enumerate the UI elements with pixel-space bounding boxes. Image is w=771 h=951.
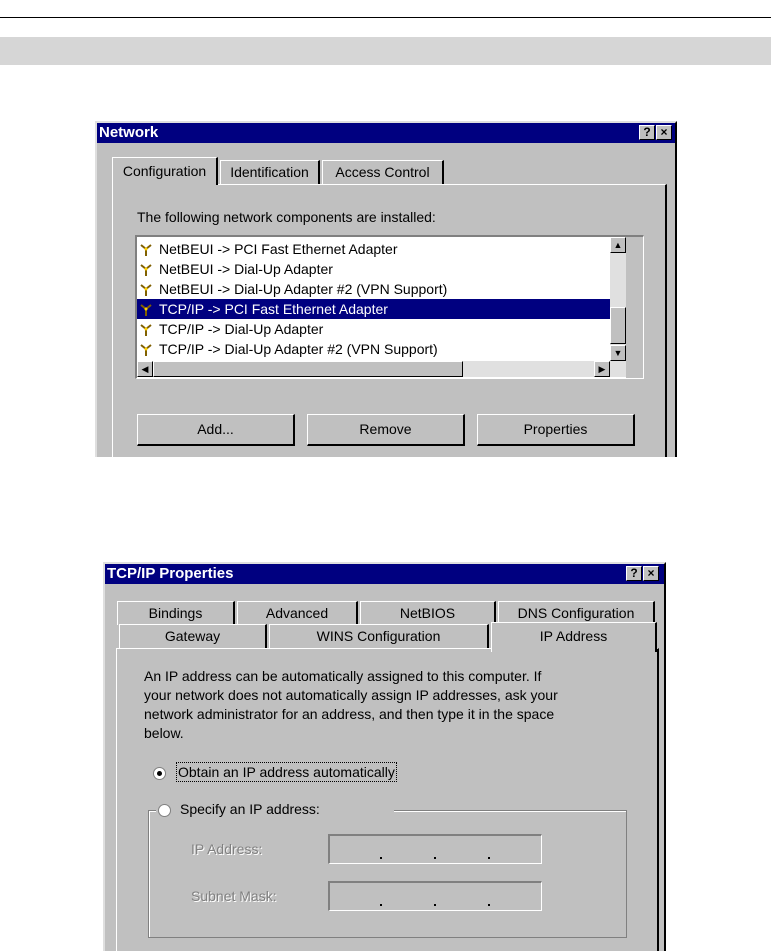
list-item[interactable]: NetBEUI -> Dial-Up Adapter	[137, 259, 610, 279]
tab-bindings[interactable]: Bindings	[117, 601, 235, 625]
page-top-rule	[0, 17, 771, 18]
properties-button[interactable]: Properties	[477, 414, 635, 446]
description-line: An IP address can be automatically assigned to this computer. If	[144, 668, 542, 684]
list-item[interactable]: TCP/IP -> Dial-Up Adapter	[137, 319, 610, 339]
obtain-auto-radio[interactable]	[153, 767, 166, 780]
ip-octet-separator	[380, 904, 382, 906]
subnet-mask-field[interactable]	[328, 881, 542, 911]
close-button[interactable]: ×	[656, 125, 672, 140]
scroll-down-button[interactable]: ▼	[610, 345, 626, 361]
radio-selected-dot	[157, 771, 162, 776]
ip-octet-separator	[434, 904, 436, 906]
subnet-mask-label: Subnet Mask:	[191, 888, 277, 904]
remove-button[interactable]: Remove	[307, 414, 465, 446]
tab-access-control[interactable]: Access Control	[322, 160, 444, 184]
page-header-band	[0, 37, 771, 65]
ip-octet-separator	[488, 904, 490, 906]
specify-ip-legend	[156, 800, 394, 820]
tab-ip-address[interactable]: IP Address	[491, 622, 657, 652]
network-dialog	[95, 121, 677, 457]
tab-dns-configuration[interactable]: DNS Configuration	[498, 601, 655, 625]
network-protocol-icon	[139, 242, 153, 256]
network-titlebar	[97, 123, 675, 143]
list-item[interactable]: TCP/IP -> Dial-Up Adapter #2 (VPN Support)	[137, 339, 610, 359]
description-line: network administrator for an address, and then type it in the space	[144, 706, 555, 722]
tab-configuration[interactable]: Configuration	[112, 157, 218, 185]
specify-ip-groupbox	[148, 810, 627, 938]
help-button[interactable]: ?	[626, 566, 642, 581]
list-item[interactable]: NetBEUI -> Dial-Up Adapter #2 (VPN Support)	[137, 279, 610, 299]
components-list[interactable]	[135, 235, 644, 379]
network-title: Network	[99, 124, 159, 141]
scroll-thumb[interactable]	[610, 307, 626, 344]
network-protocol-icon	[139, 302, 153, 316]
ip-address-field[interactable]	[328, 834, 542, 864]
tcpip-properties-dialog	[103, 562, 666, 951]
add-button[interactable]: Add...	[137, 414, 295, 446]
description-line: below.	[144, 725, 184, 741]
hscroll-thumb[interactable]	[153, 361, 463, 377]
scroll-corner	[626, 237, 644, 379]
ip-address-label: IP Address:	[191, 841, 263, 857]
scroll-left-button[interactable]: ◀	[137, 361, 153, 377]
description-line: your network does not automatically assign IP addresses, ask your	[144, 687, 558, 703]
specify-ip-label[interactable]: Specify an IP address:	[180, 801, 320, 817]
help-button[interactable]: ?	[639, 125, 655, 140]
tab-netbios[interactable]: NetBIOS	[360, 601, 496, 625]
tab-identification[interactable]: Identification	[220, 160, 320, 184]
close-button[interactable]: ×	[643, 566, 659, 581]
tab-wins-configuration[interactable]: WINS Configuration	[269, 624, 489, 648]
ip-description	[144, 667, 558, 743]
ip-octet-separator	[488, 857, 490, 859]
tab-advanced[interactable]: Advanced	[237, 601, 358, 625]
tcpip-title: TCP/IP Properties	[107, 565, 234, 582]
list-item[interactable]: TCP/IP -> PCI Fast Ethernet Adapter	[137, 299, 610, 319]
specify-ip-radio[interactable]	[158, 804, 171, 817]
tcpip-titlebar	[105, 564, 664, 584]
network-protocol-icon	[139, 282, 153, 296]
tab-gateway[interactable]: Gateway	[119, 624, 267, 648]
list-item[interactable]: NetBEUI -> PCI Fast Ethernet Adapter	[137, 239, 610, 259]
network-protocol-icon	[139, 342, 153, 356]
network-protocol-icon	[139, 322, 153, 336]
components-label: The following network components are installed:	[137, 209, 436, 225]
obtain-auto-label[interactable]: Obtain an IP address automatically	[178, 764, 395, 780]
scroll-right-button[interactable]: ▶	[594, 361, 610, 377]
network-protocol-icon	[139, 262, 153, 276]
ip-octet-separator	[434, 857, 436, 859]
scroll-up-button[interactable]: ▲	[610, 237, 626, 253]
ip-octet-separator	[380, 857, 382, 859]
